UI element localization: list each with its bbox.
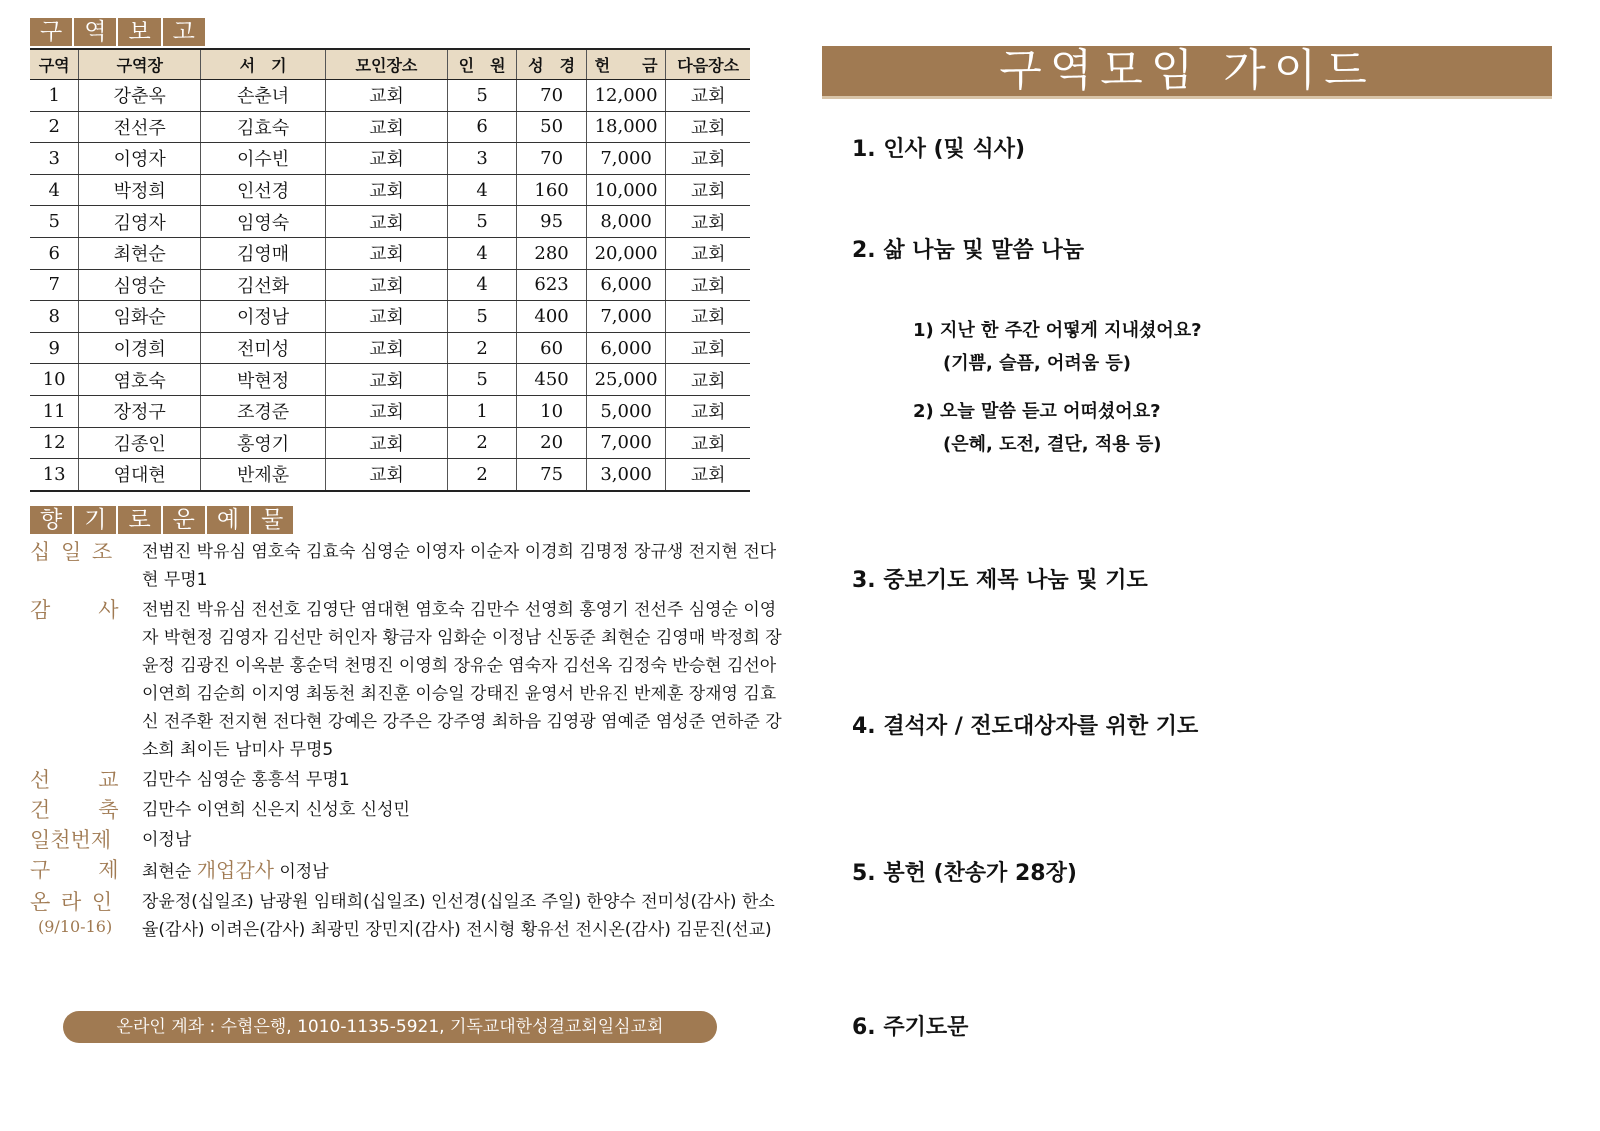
guide-subitem-2 [913,395,1162,461]
cell-next-place: 교회 [666,332,750,364]
cell-district: 6 [30,237,79,269]
cell-attendance: 6 [447,111,516,143]
offering-names: 장윤정(십일조) 남광원 임태희(십일조) 인선경(십일조 주일) 한양수 전미성(감사) 한소율(감사) 이려은(감사) 최광민 장민지(감사) 전시형 황유선 전시온(감사) 김문진(선교) [142,891,775,940]
cell-secretary: 홍영기 [201,427,326,459]
guide-item-4: 4. 결석자 / 전도대상자를 위한 기도 [852,714,1199,739]
col-header-bible: 성 경 [517,49,586,80]
cell-bible: 20 [517,427,586,459]
guide-subitem-1 [913,314,1202,380]
cell-offering: 8,000 [586,206,666,238]
district-report-table [30,48,750,492]
tab-char: 물 [261,506,284,533]
guide-subitem-note: (은혜, 도전, 결단, 적용 등) [943,434,1162,455]
cell-leader: 김종인 [79,427,201,459]
offering-names [142,856,782,886]
cell-attendance: 2 [447,459,516,491]
cell-leader: 강춘옥 [79,80,201,112]
offering-row-relief [30,856,782,886]
cell-place: 교회 [326,143,448,175]
cell-bible: 50 [517,111,586,143]
cell-district: 7 [30,269,79,301]
cell-next-place: 교회 [666,237,750,269]
report-section-tab [30,18,205,46]
cell-place: 교회 [326,301,448,333]
cell-next-place: 교회 [666,174,750,206]
cell-leader: 박정희 [79,174,201,206]
cell-district: 12 [30,427,79,459]
table-row [30,364,750,396]
cell-secretary: 임영숙 [201,206,326,238]
left-panel [30,18,782,946]
cell-secretary: 김선화 [201,269,326,301]
cell-attendance: 2 [447,427,516,459]
cell-district: 10 [30,364,79,396]
cell-secretary: 조경준 [201,395,326,427]
cell-attendance: 4 [447,237,516,269]
cell-next-place: 교회 [666,143,750,175]
cell-district: 2 [30,111,79,143]
table-header-row [30,49,750,80]
offering-label: 선 교 [30,767,121,792]
offering-row-online [30,888,782,944]
cell-attendance: 4 [447,269,516,301]
table-row [30,269,750,301]
table-row [30,143,750,175]
cell-place: 교회 [326,237,448,269]
offering-row-thanks [30,596,782,764]
offerings-list [30,538,782,944]
cell-leader: 전선주 [79,111,201,143]
online-date-range: (9/10-16) [38,916,113,936]
offering-names: 김만수 이연희 신은지 신성호 신성민 [142,799,410,820]
cell-offering: 7,000 [586,301,666,333]
guide-title-banner: 구역모임 가이드 [822,46,1552,99]
guide-item-5: 5. 봉헌 (찬송가 28장) [852,861,1077,886]
cell-bible: 450 [517,364,586,396]
cell-secretary: 반제훈 [201,459,326,491]
cell-bible: 400 [517,301,586,333]
cell-leader: 김영자 [79,206,201,238]
table-row [30,459,750,491]
online-account-banner: 온라인 계좌 : 수협은행, 1010-1135-5921, 기독교대한성결교회일심교회 [63,1011,717,1043]
cell-next-place: 교회 [666,395,750,427]
cell-leader: 염대현 [79,459,201,491]
guide-item-6: 6. 주기도문 [852,1015,969,1040]
cell-bible: 70 [517,143,586,175]
cell-leader: 심영순 [79,269,201,301]
offering-row-tithe [30,538,782,594]
relief-name: 최현순 [142,861,192,882]
cell-next-place: 교회 [666,459,750,491]
cell-leader: 염호숙 [79,364,201,396]
cell-next-place: 교회 [666,301,750,333]
col-header-district: 구역 [30,49,79,80]
guide-subitem-text: 1) 지난 한 주간 어떻게 지내셨어요? [913,320,1202,341]
table-row [30,427,750,459]
cell-attendance: 5 [447,301,516,333]
cell-offering: 20,000 [586,237,666,269]
cell-bible: 160 [517,174,586,206]
cell-secretary: 인선경 [201,174,326,206]
cell-district: 13 [30,459,79,491]
cell-secretary: 손춘녀 [201,80,326,112]
tab-char: 로 [118,506,162,534]
cell-next-place: 교회 [666,206,750,238]
cell-leader: 장정구 [79,395,201,427]
cell-bible: 75 [517,459,586,491]
cell-next-place: 교회 [666,269,750,301]
offering-label: 일천번제 [30,827,112,852]
cell-offering: 6,000 [586,332,666,364]
cell-leader: 최현순 [79,237,201,269]
tab-char: 향 [30,506,74,534]
cell-offering: 18,000 [586,111,666,143]
table-row [30,332,750,364]
tab-char: 기 [74,506,118,534]
offerings-section-tab [30,506,293,534]
col-header-offering: 헌 금 [586,49,666,80]
cell-bible: 60 [517,332,586,364]
tab-char: 보 [118,18,162,46]
cell-attendance: 4 [447,174,516,206]
cell-attendance: 3 [447,143,516,175]
col-header-place: 모인장소 [326,49,448,80]
cell-attendance: 2 [447,332,516,364]
table-body [30,80,750,491]
cell-offering: 5,000 [586,395,666,427]
cell-district: 1 [30,80,79,112]
cell-district: 4 [30,174,79,206]
tab-char: 구 [30,18,74,46]
col-header-attendance: 인 원 [447,49,516,80]
cell-secretary: 김영매 [201,237,326,269]
offering-row-building [30,796,782,824]
cell-district: 5 [30,206,79,238]
offering-names: 김만수 심영순 홍흥석 무명1 [142,769,350,790]
relief-name: 이정남 [279,861,329,882]
online-label: 온 라 인 [30,889,115,914]
guide-item-1: 1. 인사 (및 식사) [852,137,1026,162]
offering-row-mission [30,766,782,794]
table-row [30,237,750,269]
cell-next-place: 교회 [666,111,750,143]
cell-place: 교회 [326,427,448,459]
table-row [30,80,750,112]
cell-district: 3 [30,143,79,175]
cell-attendance: 5 [447,80,516,112]
cell-offering: 12,000 [586,80,666,112]
cell-district: 9 [30,332,79,364]
guide-subitem-note: (기쁨, 슬픔, 어려움 등) [943,353,1132,374]
offering-names: 전범진 박유심 염호숙 김효숙 심영순 이영자 이순자 이경희 김명정 장규생 전지현 전다현 무명1 [142,541,777,590]
offering-names: 전범진 박유심 전선호 김영단 염대현 염호숙 김만수 선영희 홍영기 전선주 심영순 이영자 박현정 김영자 김선만 허인자 황금자 임화순 이정남 신동준 최현순 김영매 박정희 장윤정 김광진 이옥분 홍순덕 천명진 이영희 장유순 염숙자 김선옥 김정숙 반승현 김선아 이연희 김순희 이지영 최동천 최진훈 이승일 강태진 윤영서 반유진 반제훈 장재영 김효신 전주환 전지현 전다현 강예은 강주은 강주영 최하음 김영광 염예준 염성준 연하준 강소희 최이든 남미사 무명5 [142,599,782,760]
relief-highlight: 개업감사 [196,857,274,882]
cell-offering: 25,000 [586,364,666,396]
guide-item-2: 2. 삶 나눔 및 말씀 나눔 [852,238,1084,263]
cell-bible: 70 [517,80,586,112]
offering-label [30,888,142,944]
table-row [30,206,750,238]
table-row [30,174,750,206]
cell-attendance: 5 [447,364,516,396]
cell-secretary: 박현정 [201,364,326,396]
table-row [30,395,750,427]
col-header-secretary: 서 기 [201,49,326,80]
offering-label: 건 축 [30,797,121,822]
cell-offering: 10,000 [586,174,666,206]
cell-offering: 3,000 [586,459,666,491]
cell-bible: 623 [517,269,586,301]
guide-item-3: 3. 중보기도 제목 나눔 및 기도 [852,568,1148,593]
cell-next-place: 교회 [666,427,750,459]
tab-char: 운 [163,506,207,534]
tab-char: 고 [172,19,195,45]
cell-offering: 7,000 [586,427,666,459]
cell-leader: 이영자 [79,143,201,175]
cell-place: 교회 [326,459,448,491]
col-header-next-place: 다음장소 [666,49,750,80]
cell-place: 교회 [326,395,448,427]
offering-label: 십 일 조 [30,539,115,564]
cell-next-place: 교회 [666,80,750,112]
table-row [30,111,750,143]
cell-place: 교회 [326,206,448,238]
cell-offering: 7,000 [586,143,666,175]
table-row [30,301,750,333]
cell-offering: 6,000 [586,269,666,301]
cell-next-place: 교회 [666,364,750,396]
cell-leader: 이경희 [79,332,201,364]
cell-place: 교회 [326,364,448,396]
cell-place: 교회 [326,269,448,301]
cell-place: 교회 [326,111,448,143]
cell-bible: 10 [517,395,586,427]
cell-secretary: 전미성 [201,332,326,364]
offering-label: 감 사 [30,597,121,622]
cell-place: 교회 [326,332,448,364]
cell-secretary: 이정남 [201,301,326,333]
cell-district: 8 [30,301,79,333]
cell-leader: 임화순 [79,301,201,333]
tab-char: 역 [74,18,118,46]
cell-bible: 95 [517,206,586,238]
cell-bible: 280 [517,237,586,269]
tab-char: 예 [207,506,251,534]
cell-secretary: 이수빈 [201,143,326,175]
offering-label: 구 제 [30,857,121,882]
offering-names: 이정남 [142,829,192,850]
cell-place: 교회 [326,80,448,112]
cell-district: 11 [30,395,79,427]
cell-attendance: 1 [447,395,516,427]
cell-place: 교회 [326,174,448,206]
offering-row-onethousand [30,826,782,854]
guide-subitem-text: 2) 오늘 말씀 듣고 어떠셨어요? [913,401,1161,422]
cell-attendance: 5 [447,206,516,238]
right-panel [822,46,1552,99]
col-header-leader: 구역장 [79,49,201,80]
cell-secretary: 김효숙 [201,111,326,143]
